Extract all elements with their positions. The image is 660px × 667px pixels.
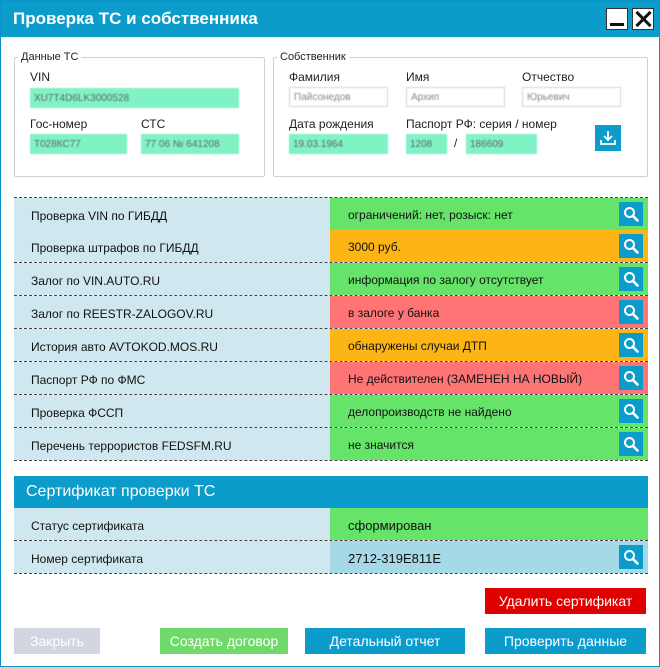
dob-field[interactable]	[289, 134, 388, 154]
passport-series-field[interactable]	[406, 134, 447, 154]
certificate-number-cell	[330, 541, 648, 573]
check-result	[330, 263, 648, 295]
check-row	[14, 329, 648, 362]
firstname-label: Имя	[406, 70, 430, 84]
detailed-report-button[interactable]: Детальный отчет	[305, 628, 465, 654]
certificate-number-value: 2712-319E811E	[348, 551, 442, 566]
check-result	[330, 296, 648, 328]
check-search-button[interactable]	[619, 399, 643, 423]
check-search-button[interactable]	[619, 202, 643, 226]
search-icon	[623, 403, 639, 419]
check-result	[330, 395, 648, 427]
check-result-text: обнаружены случаи ДТП	[348, 339, 487, 353]
check-result-text: делопроизводств не найдено	[348, 405, 512, 419]
check-search-button[interactable]	[619, 366, 643, 390]
certificate-number-label: Номер сертификата	[14, 541, 330, 573]
check-search-button[interactable]	[619, 234, 643, 258]
check-name: Проверка VIN по ГИБДД	[14, 198, 330, 230]
sts-field[interactable]	[141, 134, 239, 154]
check-result	[330, 428, 648, 460]
minimize-button[interactable]	[606, 8, 628, 30]
download-icon	[599, 129, 617, 147]
create-contract-button[interactable]: Создать договор	[160, 628, 288, 654]
download-button[interactable]	[595, 125, 621, 151]
check-result-text: 3000 руб.	[348, 240, 401, 254]
check-result	[330, 230, 648, 262]
check-row	[14, 395, 648, 428]
search-icon	[623, 549, 639, 565]
title-bar[interactable]	[1, 1, 659, 37]
passport-label: Паспорт РФ: серия / номер	[406, 117, 557, 131]
check-result-text: в залоге у банка	[348, 306, 440, 320]
search-icon	[623, 238, 639, 254]
check-result-text: Не действителен (ЗАМЕНЕН НА НОВЫЙ)	[348, 372, 583, 386]
search-icon	[623, 370, 639, 386]
search-icon	[623, 436, 639, 452]
check-name: История авто AVTOKOD.MOS.RU	[14, 329, 330, 361]
gos-number-label: Гос-номер	[30, 117, 88, 131]
check-name: Проверка ФССП	[14, 395, 330, 427]
check-row	[14, 197, 648, 230]
passport-number-field[interactable]	[466, 134, 537, 154]
vehicle-group-legend: Данные ТС	[21, 51, 79, 63]
vin-field[interactable]	[30, 88, 239, 108]
search-icon	[623, 337, 639, 353]
search-icon	[623, 304, 639, 320]
check-result-text: не значится	[348, 438, 414, 452]
certificate-search-button[interactable]	[619, 545, 643, 569]
gos-number-field[interactable]	[30, 134, 127, 154]
patronymic-field[interactable]	[522, 87, 621, 107]
certificate-header: Сертификат проверки ТС	[14, 476, 648, 508]
check-name: Залог по REESTR-ZALOGOV.RU	[14, 296, 330, 328]
verify-data-button[interactable]: Проверить данные	[485, 628, 646, 654]
check-result	[330, 329, 648, 361]
search-icon	[623, 206, 639, 222]
delete-certificate-button[interactable]: Удалить сертификат	[485, 588, 646, 614]
sts-label: СТС	[141, 117, 166, 131]
check-result	[330, 362, 648, 394]
check-search-button[interactable]	[619, 432, 643, 456]
close-button[interactable]: Закрыть	[14, 628, 100, 654]
checks-table	[14, 197, 648, 461]
certificate-status-value: сформирован	[330, 508, 648, 540]
search-icon	[623, 271, 639, 287]
check-result	[330, 198, 648, 230]
check-result-text: информация по залогу отсутствует	[348, 273, 544, 287]
check-row	[14, 230, 648, 263]
window-title: Проверка ТС и собственника	[13, 9, 258, 28]
vehicle-data-group	[14, 51, 265, 177]
patronymic-label: Отчество	[522, 70, 575, 84]
firstname-field[interactable]	[406, 87, 505, 107]
check-search-button[interactable]	[619, 267, 643, 291]
passport-separator: /	[454, 136, 458, 150]
check-row	[14, 428, 648, 461]
check-row	[14, 263, 648, 296]
check-search-button[interactable]	[619, 300, 643, 324]
dob-label: Дата рождения	[289, 117, 374, 131]
check-name: Проверка штрафов по ГИБДД	[14, 230, 330, 262]
certificate-status-row	[14, 508, 648, 541]
check-search-button[interactable]	[619, 333, 643, 357]
owner-group-legend: Собственник	[280, 51, 346, 63]
lastname-field[interactable]	[289, 87, 388, 107]
vin-label: VIN	[30, 70, 51, 84]
certificate-status-label: Статус сертификата	[14, 508, 330, 540]
lastname-label: Фамилия	[289, 70, 340, 84]
certificate-number-row	[14, 541, 648, 574]
check-row	[14, 296, 648, 329]
check-name: Залог по VIN.AUTO.RU	[14, 263, 330, 295]
check-result-text: ограничений: нет, розыск: нет	[348, 208, 513, 222]
check-row	[14, 362, 648, 395]
close-window-button[interactable]	[632, 8, 654, 30]
certificate-table	[14, 508, 648, 574]
check-name: Перечень террористов FEDSFM.RU	[14, 428, 330, 460]
check-name: Паспорт РФ по ФМС	[14, 362, 330, 394]
